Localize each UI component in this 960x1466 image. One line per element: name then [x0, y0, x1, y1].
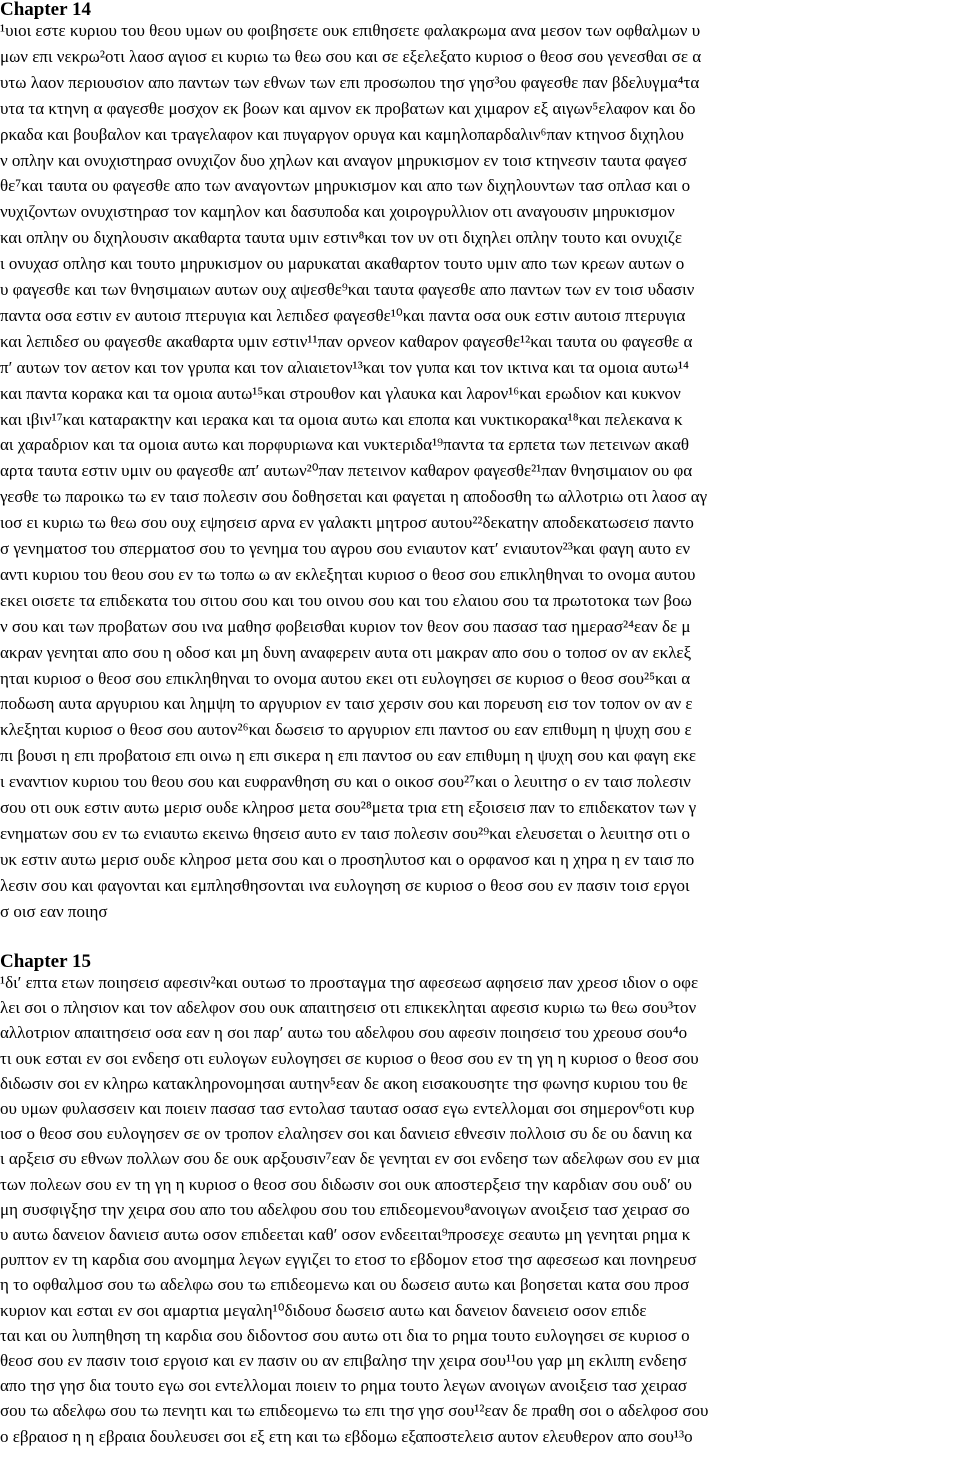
- text-line: νυχιζοντων ονυχιστηρασ τον καμηλον και δασυποδα και χοιρογρυλλιον οτι αναγουσιν μηρυκισμον: [0, 202, 675, 222]
- text-line: διδωσιν σοι εν κληρω κατακληρονομησαι αυτην⁵εαν δε ακοη εισακουσητε τησ φωνησ κυριου του θε: [0, 1073, 688, 1093]
- text-line: γεσθε τω παροικω τω εν ταισ πολεσιν σου δοθησεται και φαγεται η αποδοσθη τω αλλοτριω οτι λαοσ αγ: [0, 487, 708, 507]
- text-line: μη συσφιγξησ την χειρα σου απο του αδελφου σου του επιδεομενου⁸ανοιγων ανοιξεισ τασ χειρασ σο: [0, 1199, 690, 1219]
- chapter-heading: Chapter 14: [0, 0, 91, 20]
- text-line: κλεξηται κυριοσ ο θεοσ σου αυτον²⁶και δωσεισ το αργυριον επι παντοσ ου εαν επιθυμη η ψυχη σου ε: [0, 720, 692, 740]
- text-line: σου τω αδελφω σου τω πενητι και τω επιδεομενω τω επι τησ γησ σου¹²εαν δε πραθη σοι ο αδελφοσ σου: [0, 1401, 709, 1421]
- text-line: ρυπτον εν τη καρδια σου ανομημα λεγων εγγιζει το ετοσ το εβδομον ετοσ τησ αφεσεωσ και πονηρευσ: [0, 1250, 697, 1270]
- text-line: θεοσ σου εν πασιν τοισ εργοισ και εν πασιν ου αν επιβαλησ την χειρα σου¹¹ου γαρ μη εκλιπη ενδεησ: [0, 1351, 687, 1370]
- text-line: υκ εστιν αυτω μερισ ουδε κληροσ μετα σου και ο προσηλυτοσ και ο ορφανοσ και η χηρα η εν ταισ πο: [0, 849, 695, 869]
- text-line: υτα τα κτηνη α φαγεσθε μοσχον εκ βοων και αμνον εκ προβατων και χιμαρον εξ αιγων⁵ελαφον και δο: [0, 98, 696, 118]
- text-line: κυριον και εσται εν σοι αμαρτια μεγαλη¹⁰διδουσ δωσεισ αυτω και δανειον δανειεισ οσον επιδε: [0, 1300, 647, 1320]
- text-line: ενηματων σου εν τω ενιαυτω εκεινω θησεισ αυτο εν ταισ πολεσιν σου²⁹και ελευσεται ο λευιτησ οτι ο: [0, 823, 691, 843]
- text-line: τι ουκ εσται εν σοι ενδεησ οτι ευλογων ευλογησει σε κυριοσ ο θεοσ σου εν τη γη η κυριοσ ο θεοσ σου: [0, 1048, 699, 1068]
- text-line: λεσιν σου και φαγονται και εμπλησθησονται ινα ευλογηση σε κυριοσ ο θεοσ σου εν πασιν τοισ εργοι: [0, 875, 690, 895]
- text-line: ι εναντιον κυριου του θεου σου και ευφρανθηση συ και ο οικοσ σου²⁷και ο λευιτησ ο εν ταισ πολεσιν: [0, 772, 691, 792]
- text-line: απο τησ γησ δια τουτο εγω σοι εντελλομαι ποιειν το ρημα τουτο λεγων ανοιγων ανοιξεισ τασ χειρασ: [0, 1376, 687, 1396]
- text-line: ιοσ ο θεοσ σου ευλογησεν σε ον τροπον ελαλησεν σοι και δανιεισ εθνεσιν πολλοισ συ δε ου δανιη κα: [0, 1124, 692, 1144]
- text-line: μων επι νεκρω²οτι λαοσ αγιοσ ει κυριω τω θεω σου και σε εξελεξατο κυριοσ ο θεοσ σου γενεσθαι σε α: [0, 46, 702, 66]
- text-line: και οπλην ου διχηλουσιν ακαθαρτα ταυτα υμιν εστιν⁸και τον υν οτι διχηλει οπλην τουτο και ονυχιζε: [0, 228, 682, 248]
- text-line: ¹υιοι εστε κυριου του θεου υμων ου φοιβησετε ουκ επιθησετε φαλακρωμα ανα μεσον των οφθαλμων υ: [0, 21, 701, 40]
- text-line: αρτα ταυτα εστιν υμιν ου φαγεσθε απ′ αυτων²⁰παν πετεινον καθαρον φαγεσθε²¹παν θνησιμαιον ου φα: [0, 461, 693, 481]
- text-line: σου οτι ουκ εστιν αυτω μερισ ουδε κληροσ μετα σου²⁸μετα τρια ετη εξοισεισ παν το επιδεκατον των γ: [0, 798, 697, 817]
- text-line: ι αρξεισ συ εθνων πολλων σου δε ουκ αρξουσιν⁷εαν δε γενηται εν σοι ενδεησ των αδελφων σου εν μια: [0, 1149, 700, 1169]
- text-line: ¹δι′ επτα ετων ποιησεισ αφεσιν²και ουτωσ το προσταγμα τησ αφεσεωσ αφησεισ παν χρεοσ ιδιον ο οφε: [0, 973, 699, 992]
- text-line: ο εβραιοσ η η εβραια δουλευσει σοι εξ ετη και τω εβδομω εξαποστελεισ αυτον ελευθερον απο σου¹³ο: [0, 1426, 693, 1446]
- text-line: ακραν γενηται απο σου η οδοσ και μη δυνη αναφερειν αυτα οτι μακραν απο σου ο τοποσ ον αν εκλεξ: [0, 642, 692, 662]
- text-line: αι χαραδριον και τα ομοια αυτω και πορφυριωνα και νυκτεριδα¹⁹παντα τα ερπετα των πετεινων ακαθ: [0, 435, 689, 455]
- text-line: υ φαγεσθε και των θνησιμαιων αυτων ουχ αψεσθε⁹και ταυτα φαγεσθε απο παντων των εν τοισ υδασιν: [0, 280, 695, 299]
- text-line: αλλοτριον απαιτησεισ οσα εαν η σοι παρ′ αυτω του αδελφου σου αφεσιν ποιησεισ του χρεουσ σου⁴ο: [0, 1023, 688, 1043]
- text-line: ου υμων φυλασσειν και ποιειν πασασ τασ εντολασ ταυτασ οσασ εγω εντελλομαι σοι σημερον⁶οτι κυρ: [0, 1099, 695, 1118]
- text-line: και λεπιδεσ ου φαγεσθε ακαθαρτα υμιν εστιν¹¹παν ορνεον καθαρον φαγεσθε¹²και ταυτα ου φαγεσθε α: [0, 331, 693, 351]
- chapter-heading: Chapter 15: [0, 951, 91, 972]
- text-line: υτω λαον περιουσιον απο παντων των εθνων των επι προσωπου τησ γησ³ου φαγεσθε παν βδελυγμα⁴τα: [0, 72, 700, 92]
- text-line: ιοσ ει κυριω τω θεω σου ουχ εψησεισ αρνα εν γαλακτι μητροσ αυτου²²δεκατην αποδεκατωσεισ παντο: [0, 513, 694, 533]
- text-line: ρκαδα και βουβαλον και τραγελαφον και πυγαργον ορυγα και καμηλοπαρδαλιν⁶παν κτηνοσ διχηλου: [0, 124, 684, 144]
- text-line: των πολεων σου εν τη γη η κυριοσ ο θεοσ σου διδωσιν σοι ουκ αποστερξεισ την καρδιαν σου ουδ′ ου: [0, 1174, 692, 1194]
- text-line: λει σοι ο πλησιον και τον αδελφον σου ουκ απαιτησεισ οτι επικεκληται αφεσισ κυριω τω θεω σου³τον: [0, 998, 697, 1018]
- text-line: ται και ου λυπηθηση τη καρδια σου διδοντοσ σου αυτω οτι δια το ρημα τουτο ευλογησει σε κυριοσ ο: [0, 1325, 690, 1345]
- text-line: ηται κυριοσ ο θεοσ σου επικληθηναι το ονομα αυτου εκει οτι ευλογησει σε κυριοσ ο θεοσ σου²⁵και α: [0, 668, 691, 688]
- text-line: ι ονυχασ οπλησ και τουτο μηρυκισμον ου μαρυκαται ακαθαρτον τουτο υμιν απο των κρεων αυτων ο: [0, 254, 685, 274]
- text-line: υ αυτω δανειον δανιεισ αυτω οσον επιδεεται καθ′ οσον ενδεειται⁹προσεχε σεαυτω μη γενηται ρημα κ: [0, 1225, 691, 1244]
- text-line: π′ αυτων τον αετον και τον γρυπα και τον αλιαιετον¹³και τον γυπα και τον ικτινα και τα ομοια αυτω¹⁴: [0, 357, 689, 377]
- text-line: σ γενηματοσ του σπερματοσ σου το γενημα του αγρου σου ενιαυτον κατ′ ενιαυτον²³και φαγη αυτο εν: [0, 539, 691, 558]
- text-line: ν σου και των προβατων σου ινα μαθησ φοβεισθαι κυριον τον θεον σου πασασ τασ ημερασ²⁴εαν δε μ: [0, 616, 691, 636]
- text-line: σ οισ εαν ποιησ: [0, 901, 108, 921]
- text-line: πι βουσι η επι προβατοισ επι οινω η επι σικερα η επι παντοσ ου εαν επιθυμη η ψυχη σου και φαγη εκε: [0, 746, 697, 766]
- text-line: και παντα κορακα και τα ομοια αυτω¹⁵και στρουθον και γλαυκα και λαρον¹⁶και ερωδιον και κυκνον: [0, 383, 681, 403]
- text-line: ποδωση αυτα αργυριου και λημψη το αργυριον εν ταισ χερσιν σου και πορευση εισ τον τοπον ον αν ε: [0, 694, 693, 714]
- text-line: η το οφθαλμοσ σου τω αδελφω σου τω επιδεομενω και ου δωσεισ αυτω και βοησεται κατα σου προσ: [0, 1275, 690, 1295]
- text-line: ν οπλην και ονυχιστηρασ ονυχιζον δυο χηλων και αναγον μηρυκισμον εν τοισ κτηνεσιν ταυτα φαγεσ: [0, 150, 687, 170]
- text-line: και ιβιν¹⁷και καταρακτην και ιερακα και τα ομοια αυτω και εποπα και νυκτικορακα¹⁸και πελεκανα κ: [0, 409, 683, 429]
- text-line: εκει οισετε τα επιδεκατα του σιτου σου και του οινου σου και του ελαιου σου τα πρωτοτοκα των βοω: [0, 590, 692, 610]
- text-line: θε⁷και ταυτα ου φαγεσθε απο των αναγοντων μηρυκισμον και απο των διχηλουντων τασ οπλασ και ο: [0, 176, 691, 196]
- text-line: παντα οσα εστιν εν αυτοισ πτερυγια και λεπιδεσ φαγεσθε¹⁰και παντα οσα ουκ εστιν αυτοισ πτερυγια: [0, 305, 686, 325]
- text-line: αντι κυριου του θεου σου εν τω τοπω ω αν εκλεξηται κυριοσ ο θεοσ σου επικληθηναι το ονομα αυτου: [0, 564, 696, 584]
